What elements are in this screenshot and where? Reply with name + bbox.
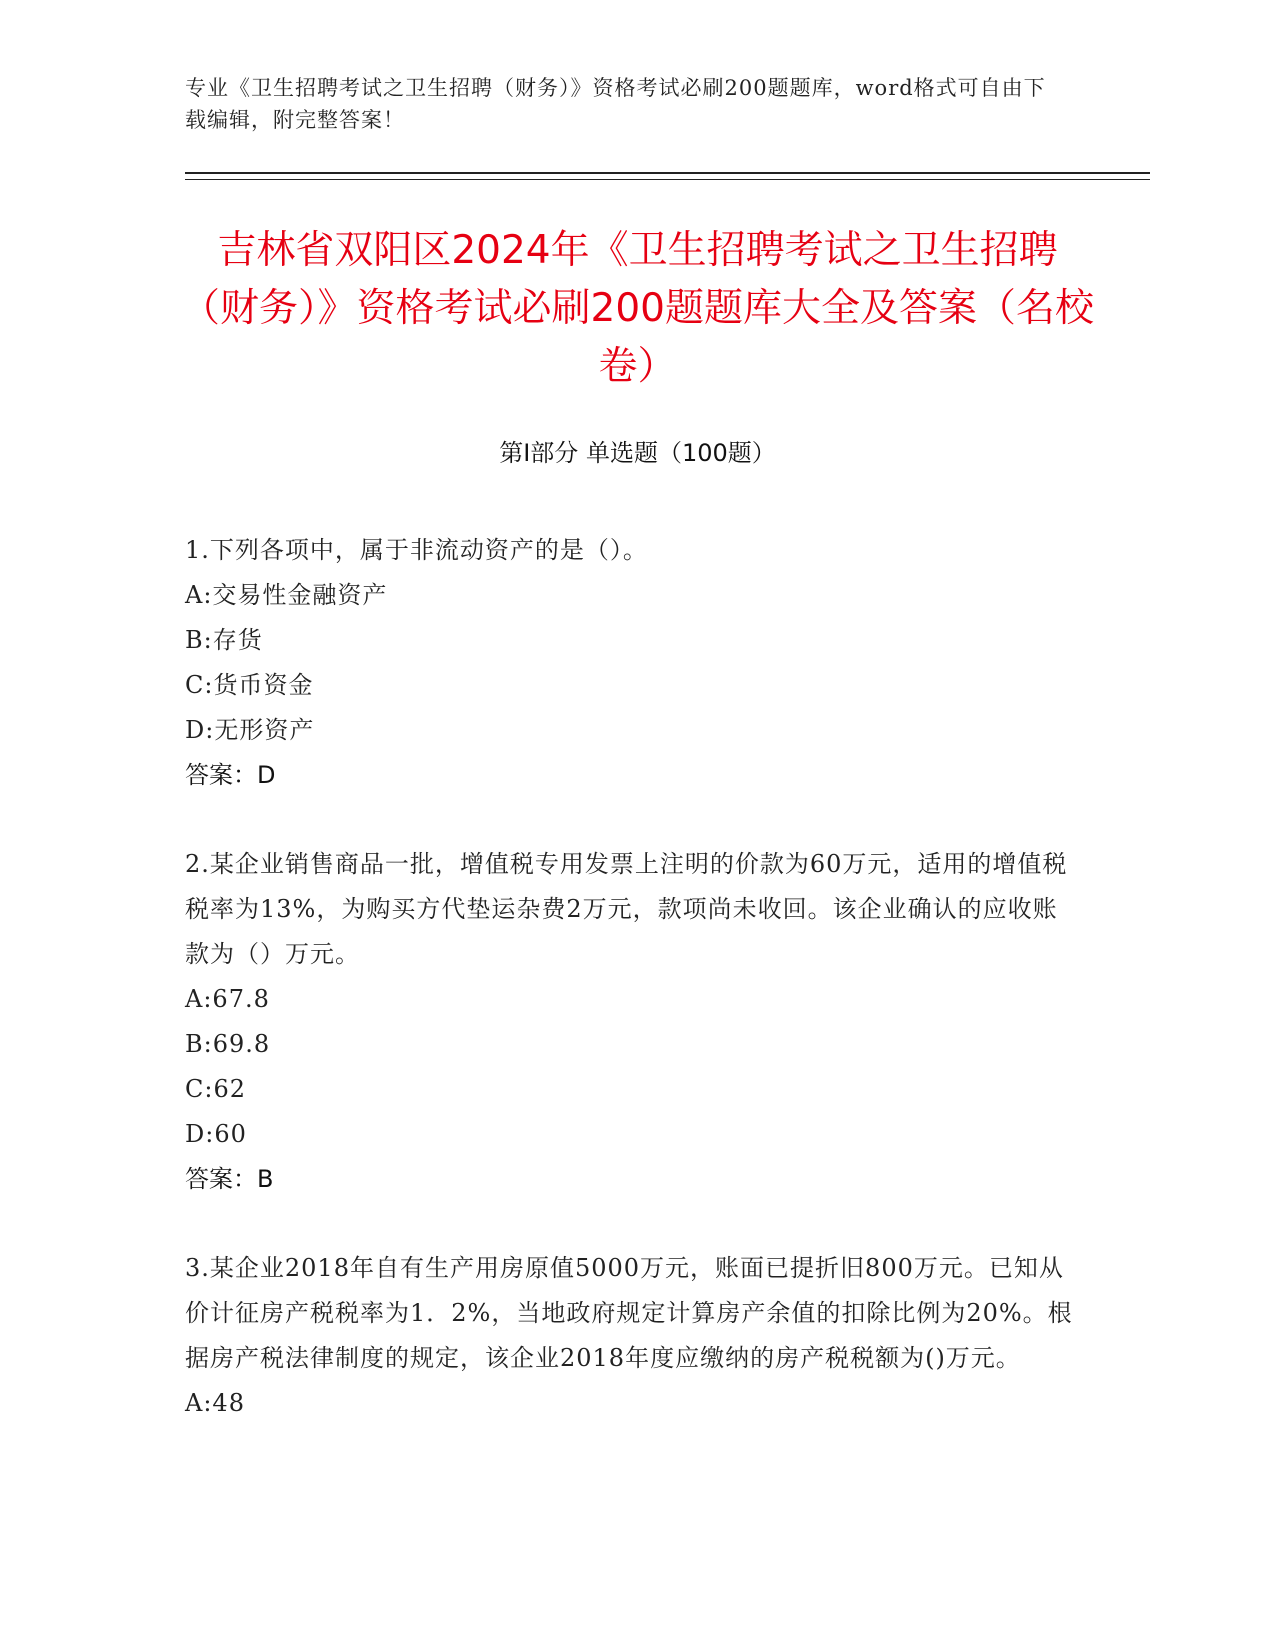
document-title: 吉林省双阳区2024年《卫生招聘考试之卫生招聘（财务）》资格考试必刷200题题库大全及答案（名校卷） (181, 228, 1094, 389)
question-stem: 2.某企业销售商品一批，增值税专用发票上注明的价款为60万元，适用的增值税税率为13%，为购买方代垫运杂费2万元，款项尚未收回。该企业确认的应收账款为（）万元。 (185, 850, 1068, 968)
option-c: C:62 (185, 1075, 246, 1103)
option-c: C:货币资金 (185, 671, 314, 699)
question-stem: 3.某企业2018年自有生产用房原值5000万元，账面已提折旧800万元。已知从价计征房产税税率为1．2%，当地政府规定计算房产余值的扣除比例为20%。根据房产税法律制度的规定，该企业2018年度应缴纳的房产税税额为()万元。 (185, 1254, 1073, 1372)
question-1 (185, 528, 1075, 798)
question-list (185, 528, 1075, 1470)
answer: 答案：B (185, 1165, 274, 1193)
option-a: A:67.8 (185, 985, 270, 1013)
header-note: 专业《卫生招聘考试之卫生招聘（财务）》资格考试必刷200题题库，word格式可自由下载编辑，附完整答案！ (185, 76, 1046, 132)
option-d: D:60 (185, 1120, 247, 1148)
header-divider-thin (185, 179, 1150, 180)
header-divider-thick (185, 172, 1150, 174)
section-heading: 第Ⅰ部分 单选题（100题） (499, 439, 776, 467)
answer: 答案：D (185, 761, 276, 789)
option-a: A:48 (185, 1389, 245, 1417)
question-3 (185, 1246, 1075, 1426)
option-a: A:交易性金融资产 (185, 581, 388, 609)
option-d: D:无形资产 (185, 716, 315, 744)
option-b: B:存货 (185, 626, 263, 654)
question-stem: 1.下列各项中，属于非流动资产的是（）。 (185, 536, 648, 564)
question-2 (185, 842, 1075, 1202)
option-b: B:69.8 (185, 1030, 271, 1058)
